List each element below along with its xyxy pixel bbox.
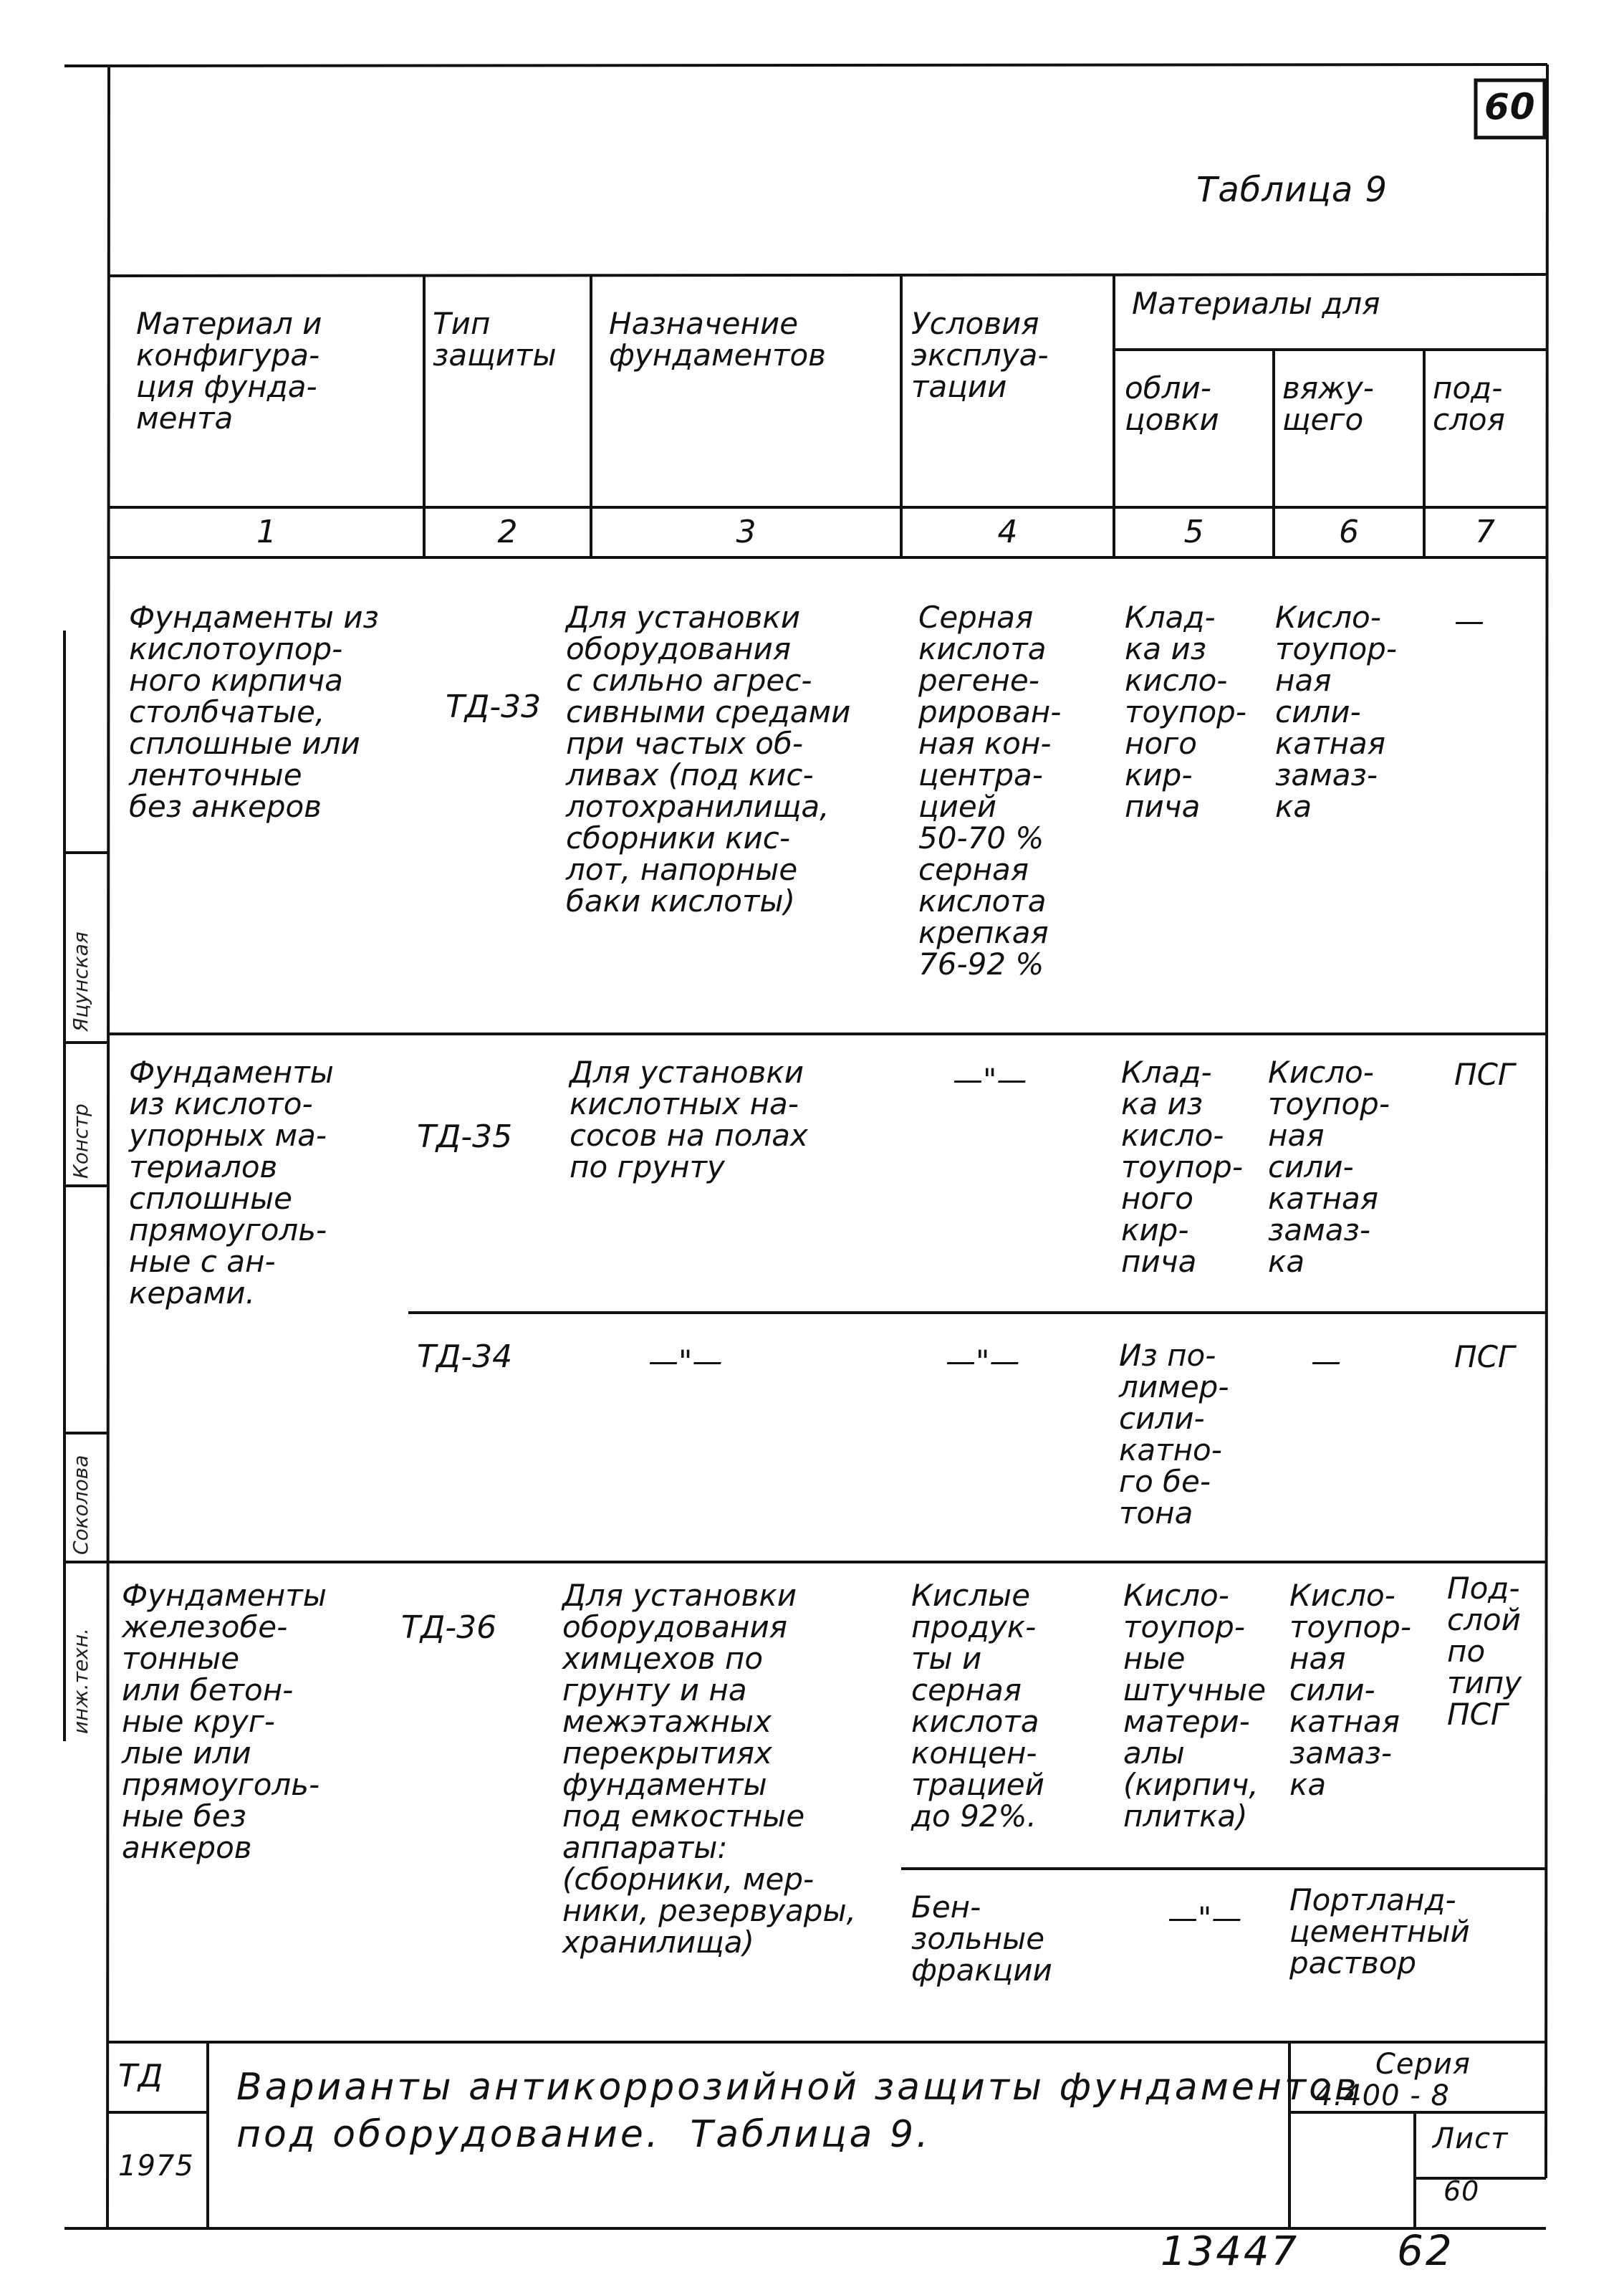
column-number-3: 3 bbox=[736, 514, 756, 550]
row3-facing: Из по- лимер- сили- катно- го бе- тона bbox=[1119, 1338, 1229, 1530]
header-protection-type: Тип защиты bbox=[433, 306, 557, 373]
column-number-6: 6 bbox=[1339, 514, 1359, 550]
column-number-5: 5 bbox=[1183, 514, 1204, 550]
row1-purpose: Для установки оборудования с сильно агрес- сивными средами при частых об- ливах (под кис- лотохранилища, сборники кис- лот, напорные баки кислоты) bbox=[566, 600, 851, 919]
row2-underlayer: ПСГ bbox=[1454, 1057, 1515, 1092]
side-label-konstr: Констр bbox=[69, 1103, 92, 1179]
row2-conditions: —"— bbox=[953, 1062, 1027, 1097]
column-number-4: 4 bbox=[997, 514, 1018, 550]
row1-facing: Клад- ка из кисло- тоупор- ного кир- пича bbox=[1125, 600, 1246, 824]
header-underlayer: под- слоя bbox=[1433, 370, 1505, 437]
side-label-sokolova: Соколова bbox=[69, 1455, 92, 1555]
row5-facing: —"— bbox=[1168, 1900, 1242, 1935]
row3-conditions: —"— bbox=[946, 1343, 1020, 1379]
row3-binder: — bbox=[1311, 1343, 1341, 1379]
footer-number-right: 62 bbox=[1397, 2226, 1454, 2275]
row1-material: Фундаменты из кислотоупор- ного кирпича столбчатые, сплошные или ленточные без анкеров bbox=[129, 600, 379, 824]
row4-material: Фундаменты железобе- тонные или бетон- ные круг- лые или прямоуголь- ные без анкеров bbox=[122, 1578, 327, 1865]
row1-underlayer: — bbox=[1454, 603, 1484, 638]
row4-binder: Кисло- тоупор- ная сили- катная замаз- ка bbox=[1289, 1578, 1411, 1802]
column-number-2: 2 bbox=[497, 514, 518, 550]
stamp-year: 1975 bbox=[118, 2150, 194, 2183]
header-materials-group: Материалы для bbox=[1132, 286, 1380, 321]
row2-material: Фундаменты из кислото- упорных ма- териалов сплошные прямоуголь- ные с ан- керами. bbox=[129, 1055, 334, 1311]
row1-binder: Кисло- тоупор- ная сили- катная замаз- ка bbox=[1275, 600, 1397, 824]
row1-conditions: Серная кислота регене- рирован- ная кон- центра- цией 50-70 % серная кислота крепкая 76-92 % bbox=[918, 600, 1062, 982]
row4-conditions: Кислые продук- ты и серная кислота концен- трацией до 92%. bbox=[911, 1578, 1044, 1834]
header-purpose: Назначение фундаментов bbox=[609, 306, 826, 373]
header-material: Материал и конфигура- ция фунда- мента bbox=[136, 306, 322, 436]
page-number: 60 bbox=[1484, 86, 1536, 128]
stamp-sheet-label: Лист bbox=[1433, 2122, 1509, 2155]
header-facing: обли- цовки bbox=[1125, 370, 1219, 437]
column-number-7: 7 bbox=[1475, 514, 1495, 550]
row5-conditions: Бен- зольные фракции bbox=[911, 1889, 1052, 1988]
row3-purpose: —"— bbox=[648, 1343, 723, 1379]
row1-type: ТД-33 bbox=[446, 689, 542, 725]
column-number-1: 1 bbox=[256, 514, 277, 550]
row2-facing: Клад- ка из кисло- тоупор- ного кир- пича bbox=[1121, 1055, 1243, 1279]
row3-type: ТД-34 bbox=[417, 1338, 513, 1375]
row4-type: ТД-36 bbox=[401, 1609, 497, 1646]
row3-underlayer: ПСГ bbox=[1454, 1339, 1515, 1374]
row2-type: ТД-35 bbox=[417, 1118, 513, 1155]
side-label-yaunskaya: Яцунская bbox=[69, 931, 92, 1032]
stamp-sheet-value: 60 bbox=[1443, 2175, 1480, 2207]
header-binder: вяжу- щего bbox=[1282, 370, 1374, 437]
row5-binder: Портланд- цементный раствор bbox=[1289, 1882, 1470, 1980]
stamp-series-label: Серия bbox=[1375, 2048, 1471, 2081]
side-label-inzh-tekhn: инж.техн. bbox=[69, 1628, 92, 1734]
stamp-title: Варианты антикоррозийной защиты фундаментов под оборудование. Таблица 9. bbox=[236, 2066, 1360, 2156]
header-conditions: Условия эксплуа- тации bbox=[911, 306, 1049, 404]
stamp-series-value: 4.400 - 8 bbox=[1315, 2079, 1450, 2112]
row4-underlayer: Под- слой по типу ПСГ bbox=[1447, 1571, 1522, 1732]
footer-number-left: 13447 bbox=[1161, 2228, 1299, 2275]
row2-purpose: Для установки кислотных на- сосов на полах по грунту bbox=[570, 1055, 808, 1184]
row4-purpose: Для установки оборудования химцехов по грунту и на межэтажных перекрытиях фундаменты под емкостные аппараты: (сборники, мер- ники, резервуары, хранилища) bbox=[562, 1578, 856, 1960]
row4-facing: Кисло- тоупор- ные штучные матери- алы (кирпич, плитка) bbox=[1123, 1578, 1267, 1834]
row2-binder: Кисло- тоупор- ная сили- катная замаз- ка bbox=[1268, 1055, 1390, 1279]
stamp-code: ТД bbox=[118, 2058, 164, 2094]
table-caption: Таблица 9 bbox=[1196, 170, 1388, 210]
